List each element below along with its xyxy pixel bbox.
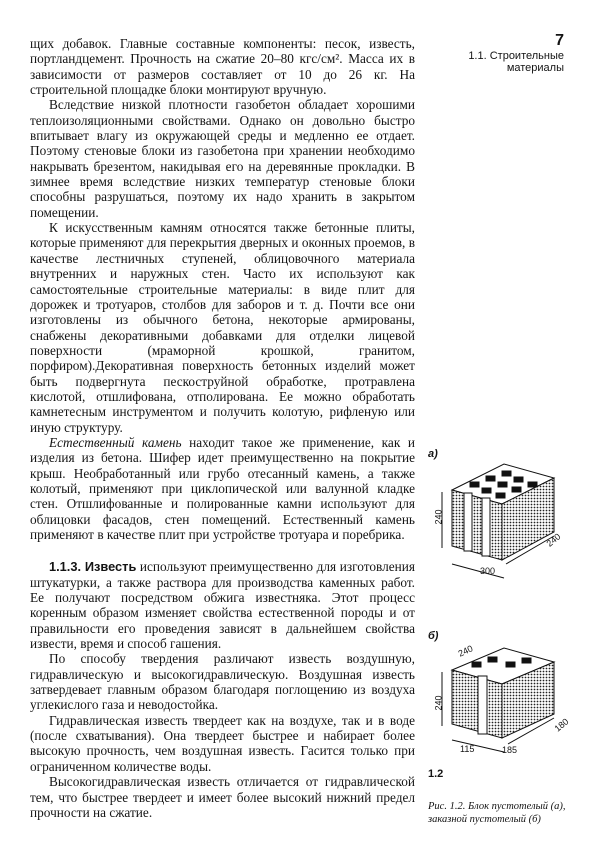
paragraph-2: Вследствие низкой плотности газобетон обладает хорошими теплоизоляционными свойствами. Однако он довольно быстро впитывает влагу из окружающей среды и медленно ее отдает. Поэтому стеновые блоки из газобетона при хранении необходимо накрывать брезентом, накидывая его на деревянные прокладки. В зимнее время вследствие низких температур стеновые блоки способны разрушаться, поэтому их надо хранить в закрытом помещении. xyxy=(30,97,415,220)
running-header xyxy=(424,50,564,74)
main-text-column xyxy=(30,36,415,820)
term-natural-stone: Естественный камень xyxy=(49,434,182,450)
section-title-line1: 1.1. Строительные xyxy=(468,50,564,62)
custom-hollow-block-drawing xyxy=(434,640,584,760)
paragraph-4 xyxy=(30,435,415,542)
figure-label-b: б) xyxy=(428,630,439,642)
page-number: 7 xyxy=(555,32,564,49)
dim-b-depth: 180 xyxy=(552,716,571,734)
dim-b-length: 185 xyxy=(502,745,518,755)
paragraph-5 xyxy=(30,559,415,651)
section-title-line2: материалы xyxy=(506,62,564,74)
dim-b-top: 240 xyxy=(456,643,475,659)
paragraph-5-text: используют преимущественно для изготовления штукатурки, а также раствора для производства каменных работ. Ее получают посредством обжига известняка. Этот процесс коренным образом изменяет свойства естественной породы и от правильности его проведения зависят в дальнейшем свойства извести, время и способ гашения. xyxy=(30,559,415,652)
dim-a-depth: 240 xyxy=(544,531,563,549)
figure-caption: Рис. 1.2. Блок пустотелый (а), заказной пустотелый (б) xyxy=(428,801,566,825)
paragraph-6: По способу твердения различают известь воздушную, гидравлическую и высокогидравлическую. Воздушная известь затвердевает главным образом благодаря поглощению из воздуха углекислого газа и неводостойка. xyxy=(30,651,415,713)
hollow-block-drawing xyxy=(434,452,584,582)
figure-label-a: а) xyxy=(428,448,438,460)
figure-number: 1.2 xyxy=(428,768,444,780)
paragraph-7: Гидравлическая известь твердеет как на воздухе, так и в воде (после схватывания). Она твердеет быстрее и набирает более высокую прочность, чем воздушная известь. Гасится только при ограниченном количестве воды. xyxy=(30,712,415,774)
section-heading-lime: 1.1.3. Известь xyxy=(49,559,137,575)
paragraph-3: К искусственным камням относятся также бетонные плиты, которые применяют для перекрытия дверных и оконных проемов, в качестве лестничных ступеней, облицовочного материала внутренних и наружных стен. Часто их используют как самостоятельные строительные материалы: в виде плит для дорожек и тротуаров, столбов для заборов и т. д. Почти все они изготовлены из обычного бетона, некоторые армированы, снабжены декоративными добавками для отделки лицевой поверхности (мраморной крошкой, гранитом, порфиром).Декоративная поверхность бетонных изделий может быть подвергнута пескоструйной обработке, протравлена кислотой, отшлифована, отполирована. Ее можно обработать камнетесным инструментом и получить колотую, рифленую или иную структуру. xyxy=(30,220,415,435)
paragraph-1: щих добавок. Главные составные компоненты: песок, известь, портландцемент. Прочность на сжатие 20–80 кгс/см². Масса их в зависимости от размеров составляет от 10 до 26 кг. На строительной площадке блоки монтируют вручную. xyxy=(30,36,415,98)
dim-a-height: 240 xyxy=(433,509,444,525)
paragraph-8: Высокогидравлическая известь отличается от гидравлической тем, что быстрее твердеет и имеет более высокий нижний предел прочности на сжатие. xyxy=(30,774,415,820)
paragraph-4-text: находит такое же применение, как и изделия из бетона. Шифер идет преимущественно на покрытие крыш. Необработанный или грубо отесанный камень, а также колотый, применяют при циклопической или валунной кладке стен. Отшлифованные и полированные камни используют для облицовки фасадов, стен помещений. Естественный камень применяют в качестве плит при устройстве тротуара и поребрика. xyxy=(30,434,415,542)
dim-b-left: 115 xyxy=(460,744,475,754)
dim-a-length: 300 xyxy=(480,566,496,576)
dim-b-height: 240 xyxy=(433,695,444,711)
